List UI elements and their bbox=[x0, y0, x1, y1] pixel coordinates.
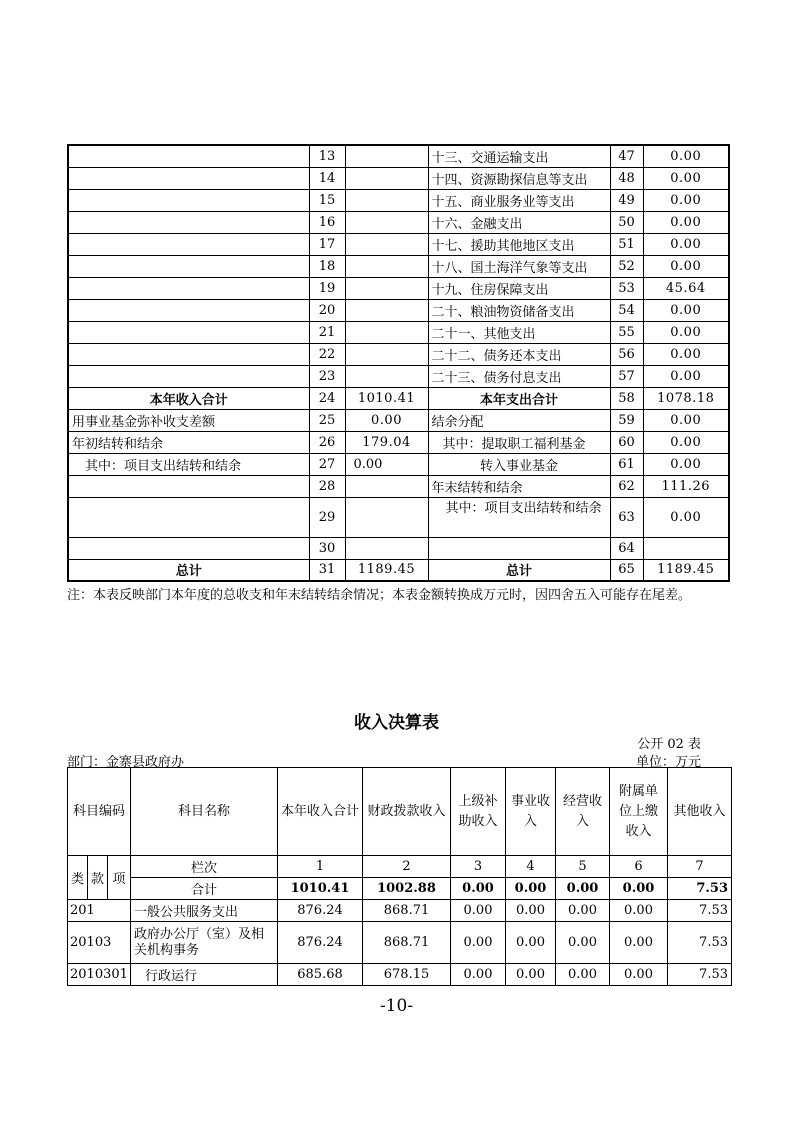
amount-cell: 0.00 bbox=[345, 409, 428, 431]
amount-cell: 7.53 bbox=[668, 922, 732, 964]
amount-cell bbox=[345, 167, 428, 189]
sum-value: 0.00 bbox=[556, 878, 610, 900]
amount-cell: 7.53 bbox=[668, 900, 732, 922]
row-label: 其中：项目支出结转和结余 bbox=[428, 497, 610, 537]
amount-cell: 868.71 bbox=[363, 900, 451, 922]
sum-value: 0.00 bbox=[451, 878, 506, 900]
amount-cell: 0.00 bbox=[643, 233, 729, 255]
amount-cell: 0.00 bbox=[643, 211, 729, 233]
amount-cell bbox=[345, 189, 428, 211]
amount-cell: 0.00 bbox=[643, 321, 729, 343]
amount-cell: 0.00 bbox=[610, 964, 668, 986]
income-total-label: 本年收入合计 bbox=[68, 387, 309, 409]
line-number: 27 bbox=[309, 453, 345, 475]
line-number: 47 bbox=[610, 145, 643, 167]
page-title: 收入决算表 bbox=[354, 713, 439, 733]
amount-cell: 1189.45 bbox=[643, 559, 729, 581]
amount-cell: 0.00 bbox=[643, 343, 729, 365]
table-row bbox=[68, 299, 729, 321]
table-row bbox=[68, 409, 729, 431]
line-number: 13 bbox=[309, 145, 345, 167]
amount-cell: 1189.45 bbox=[345, 559, 428, 581]
line-number: 63 bbox=[610, 497, 643, 537]
amount-cell: 111.26 bbox=[643, 475, 729, 497]
expense-total-label: 本年支出合计 bbox=[428, 387, 610, 409]
column-number: 3 bbox=[451, 856, 506, 878]
amount-cell: 0.00 bbox=[451, 922, 506, 964]
table-row bbox=[68, 321, 729, 343]
line-number: 49 bbox=[610, 189, 643, 211]
table-row bbox=[68, 167, 729, 189]
amount-cell bbox=[345, 321, 428, 343]
row-label bbox=[68, 321, 309, 343]
amount-cell: 0.00 bbox=[610, 900, 668, 922]
grand-total-label: 总计 bbox=[428, 559, 610, 581]
table-row bbox=[68, 255, 729, 277]
line-number: 57 bbox=[610, 365, 643, 387]
header-xiang: 项 bbox=[108, 856, 131, 900]
row-label bbox=[68, 145, 309, 167]
subject-code: 20103 bbox=[68, 922, 131, 964]
row-label: 结余分配 bbox=[428, 409, 610, 431]
row-label: 转入事业基金 bbox=[428, 453, 610, 475]
row-label: 年初结转和结余 bbox=[68, 431, 309, 453]
line-number: 59 bbox=[610, 409, 643, 431]
row-label bbox=[68, 255, 309, 277]
row-label bbox=[68, 211, 309, 233]
subject-code: 201 bbox=[68, 900, 131, 922]
row-label: 年末结转和结余 bbox=[428, 475, 610, 497]
line-number: 22 bbox=[309, 343, 345, 365]
row-label: 其中：项目支出结转和结余 bbox=[68, 453, 309, 475]
amount-cell: 0.00 bbox=[643, 167, 729, 189]
amount-cell: 0.00 bbox=[643, 365, 729, 387]
row-label bbox=[68, 189, 309, 211]
line-number: 29 bbox=[309, 497, 345, 537]
line-number: 53 bbox=[610, 277, 643, 299]
amount-cell: 876.24 bbox=[278, 900, 363, 922]
subject-name: 一般公共服务支出 bbox=[131, 900, 278, 922]
column-number: 6 bbox=[610, 856, 668, 878]
expense-item-label: 二十一、其他支出 bbox=[428, 321, 610, 343]
amount-cell bbox=[345, 277, 428, 299]
line-number: 64 bbox=[610, 537, 643, 559]
amount-cell: 0.00 bbox=[643, 255, 729, 277]
header-operating: 经营收入 bbox=[556, 768, 610, 856]
line-number: 18 bbox=[309, 255, 345, 277]
table-note: 注：本表反映部门本年度的总收支和年末结转结余情况；本表金额转换成万元时，因四舍五入可能存在尾差。 bbox=[67, 588, 692, 603]
line-number: 56 bbox=[610, 343, 643, 365]
line-number: 61 bbox=[610, 453, 643, 475]
budget-summary-body bbox=[68, 145, 729, 387]
row-label bbox=[68, 475, 309, 497]
row-label: 用事业基金弥补收支差额 bbox=[68, 409, 309, 431]
table-row bbox=[68, 343, 729, 365]
form-id: 公开 02 表 bbox=[637, 737, 701, 752]
header-total: 本年收入合计 bbox=[278, 768, 363, 856]
income-table bbox=[67, 767, 732, 986]
line-number: 52 bbox=[610, 255, 643, 277]
amount-cell: 0.00 bbox=[506, 964, 556, 986]
expense-item-label: 十九、住房保障支出 bbox=[428, 277, 610, 299]
amount-cell bbox=[345, 475, 428, 497]
amount-cell: 7.53 bbox=[668, 964, 732, 986]
table-row bbox=[68, 964, 732, 986]
amount-cell: 876.24 bbox=[278, 922, 363, 964]
line-number: 54 bbox=[610, 299, 643, 321]
row-label bbox=[428, 537, 610, 559]
column-number: 4 bbox=[506, 856, 556, 878]
amount-cell: 0.00 bbox=[556, 922, 610, 964]
amount-cell bbox=[345, 255, 428, 277]
header-affiliated: 附属单位上缴收入 bbox=[610, 768, 668, 856]
table-row bbox=[68, 365, 729, 387]
amount-cell bbox=[345, 365, 428, 387]
line-number: 28 bbox=[309, 475, 345, 497]
line-number: 51 bbox=[610, 233, 643, 255]
table-row bbox=[68, 900, 732, 922]
line-number: 15 bbox=[309, 189, 345, 211]
line-number: 58 bbox=[610, 387, 643, 409]
line-number: 14 bbox=[309, 167, 345, 189]
amount-cell: 45.64 bbox=[643, 277, 729, 299]
table-row bbox=[68, 475, 729, 497]
table-row bbox=[68, 145, 729, 167]
header-kuan: 款 bbox=[88, 856, 108, 900]
line-number: 20 bbox=[309, 299, 345, 321]
expense-item-label: 十七、援助其他地区支出 bbox=[428, 233, 610, 255]
amount-cell: 0.00 bbox=[643, 189, 729, 211]
expense-item-label: 二十二、债务还本支出 bbox=[428, 343, 610, 365]
column-no-label: 栏次 bbox=[131, 856, 278, 878]
column-number: 2 bbox=[363, 856, 451, 878]
expense-item-label: 二十、粮油物资储备支出 bbox=[428, 299, 610, 321]
table-row bbox=[68, 189, 729, 211]
header-other: 其他收入 bbox=[668, 768, 732, 856]
unit-label: 单位：万元 bbox=[635, 755, 701, 770]
amount-cell bbox=[345, 299, 428, 321]
amount-cell: 0.00 bbox=[610, 922, 668, 964]
line-number: 65 bbox=[610, 559, 643, 581]
column-number: 7 bbox=[668, 856, 732, 878]
table-row bbox=[68, 497, 729, 537]
amount-cell: 179.04 bbox=[345, 431, 428, 453]
column-number-row bbox=[68, 856, 732, 878]
header-superior: 上级补助收入 bbox=[451, 768, 506, 856]
expense-item-label: 十八、国土海洋气象等支出 bbox=[428, 255, 610, 277]
amount-cell: 1010.41 bbox=[345, 387, 428, 409]
amount-cell bbox=[345, 233, 428, 255]
table-row bbox=[68, 233, 729, 255]
row-label bbox=[68, 365, 309, 387]
sum-label: 合计 bbox=[131, 878, 278, 900]
amount-cell bbox=[345, 211, 428, 233]
row-label bbox=[68, 167, 309, 189]
row-label bbox=[68, 299, 309, 321]
amount-cell bbox=[643, 537, 729, 559]
table-row bbox=[68, 453, 729, 475]
header-code: 科目编码 bbox=[68, 768, 131, 856]
row-label bbox=[68, 537, 309, 559]
page-number: -10- bbox=[379, 996, 414, 1016]
sum-value: 1002.88 bbox=[363, 878, 451, 900]
sum-value: 0.00 bbox=[506, 878, 556, 900]
header-business: 事业收入 bbox=[506, 768, 556, 856]
expense-item-label: 十六、金融支出 bbox=[428, 211, 610, 233]
header-lei: 类 bbox=[68, 856, 88, 900]
subject-name: 政府办公厅（室）及相关机构事务 bbox=[131, 922, 278, 964]
line-number: 25 bbox=[309, 409, 345, 431]
line-number: 21 bbox=[309, 321, 345, 343]
column-number: 5 bbox=[556, 856, 610, 878]
table-row bbox=[68, 277, 729, 299]
amount-cell: 685.68 bbox=[278, 964, 363, 986]
expense-item-label: 二十三、债务付息支出 bbox=[428, 365, 610, 387]
budget-summary-footer bbox=[68, 387, 729, 581]
amount-cell: 0.00 bbox=[556, 964, 610, 986]
line-number: 55 bbox=[610, 321, 643, 343]
amount-cell: 0.00 bbox=[345, 453, 428, 475]
header-fiscal: 财政拨款收入 bbox=[363, 768, 451, 856]
line-number: 19 bbox=[309, 277, 345, 299]
income-table-body bbox=[68, 900, 732, 986]
column-number: 1 bbox=[278, 856, 363, 878]
amount-cell: 0.00 bbox=[556, 900, 610, 922]
amount-cell: 0.00 bbox=[643, 453, 729, 475]
expense-item-label: 十三、交通运输支出 bbox=[428, 145, 610, 167]
amount-cell: 868.71 bbox=[363, 922, 451, 964]
grand-total-label: 总计 bbox=[68, 559, 309, 581]
amount-cell: 0.00 bbox=[643, 145, 729, 167]
line-number: 48 bbox=[610, 167, 643, 189]
sum-value: 7.53 bbox=[668, 878, 732, 900]
sum-value: 0.00 bbox=[610, 878, 668, 900]
row-label: 其中：提取职工福利基金 bbox=[428, 431, 610, 453]
line-number: 31 bbox=[309, 559, 345, 581]
grand-total-row bbox=[68, 559, 729, 581]
table-row bbox=[68, 922, 732, 964]
amount-cell: 1078.18 bbox=[643, 387, 729, 409]
row-label bbox=[68, 277, 309, 299]
amount-cell: 0.00 bbox=[643, 409, 729, 431]
row-label bbox=[68, 233, 309, 255]
amount-cell: 0.00 bbox=[643, 431, 729, 453]
subject-name: 行政运行 bbox=[131, 964, 278, 986]
line-number: 62 bbox=[610, 475, 643, 497]
line-number: 60 bbox=[610, 431, 643, 453]
department-label: 部门：金寨县政府办 bbox=[67, 755, 185, 770]
amount-cell: 0.00 bbox=[451, 964, 506, 986]
income-total-row bbox=[68, 387, 729, 409]
line-number: 23 bbox=[309, 365, 345, 387]
line-number: 30 bbox=[309, 537, 345, 559]
row-label bbox=[68, 497, 309, 537]
table-row bbox=[68, 431, 729, 453]
sum-value: 1010.41 bbox=[278, 878, 363, 900]
amount-cell bbox=[345, 145, 428, 167]
expense-item-label: 十四、资源勘探信息等支出 bbox=[428, 167, 610, 189]
amount-cell: 0.00 bbox=[506, 922, 556, 964]
amount-cell bbox=[345, 497, 428, 537]
line-number: 50 bbox=[610, 211, 643, 233]
amount-cell: 0.00 bbox=[506, 900, 556, 922]
line-number: 26 bbox=[309, 431, 345, 453]
sum-row bbox=[68, 878, 732, 900]
line-number: 17 bbox=[309, 233, 345, 255]
header-row bbox=[68, 768, 732, 856]
line-number: 24 bbox=[309, 387, 345, 409]
header-name: 科目名称 bbox=[131, 768, 278, 856]
amount-cell: 0.00 bbox=[451, 900, 506, 922]
amount-cell: 0.00 bbox=[643, 299, 729, 321]
amount-cell: 0.00 bbox=[643, 497, 729, 537]
row-label bbox=[68, 343, 309, 365]
expense-item-label: 十五、商业服务业等支出 bbox=[428, 189, 610, 211]
table-row bbox=[68, 211, 729, 233]
line-number: 16 bbox=[309, 211, 345, 233]
amount-cell bbox=[345, 537, 428, 559]
table-row bbox=[68, 537, 729, 559]
subject-code: 2010301 bbox=[68, 964, 131, 986]
amount-cell bbox=[345, 343, 428, 365]
budget-summary-table bbox=[67, 144, 730, 582]
amount-cell: 678.15 bbox=[363, 964, 451, 986]
